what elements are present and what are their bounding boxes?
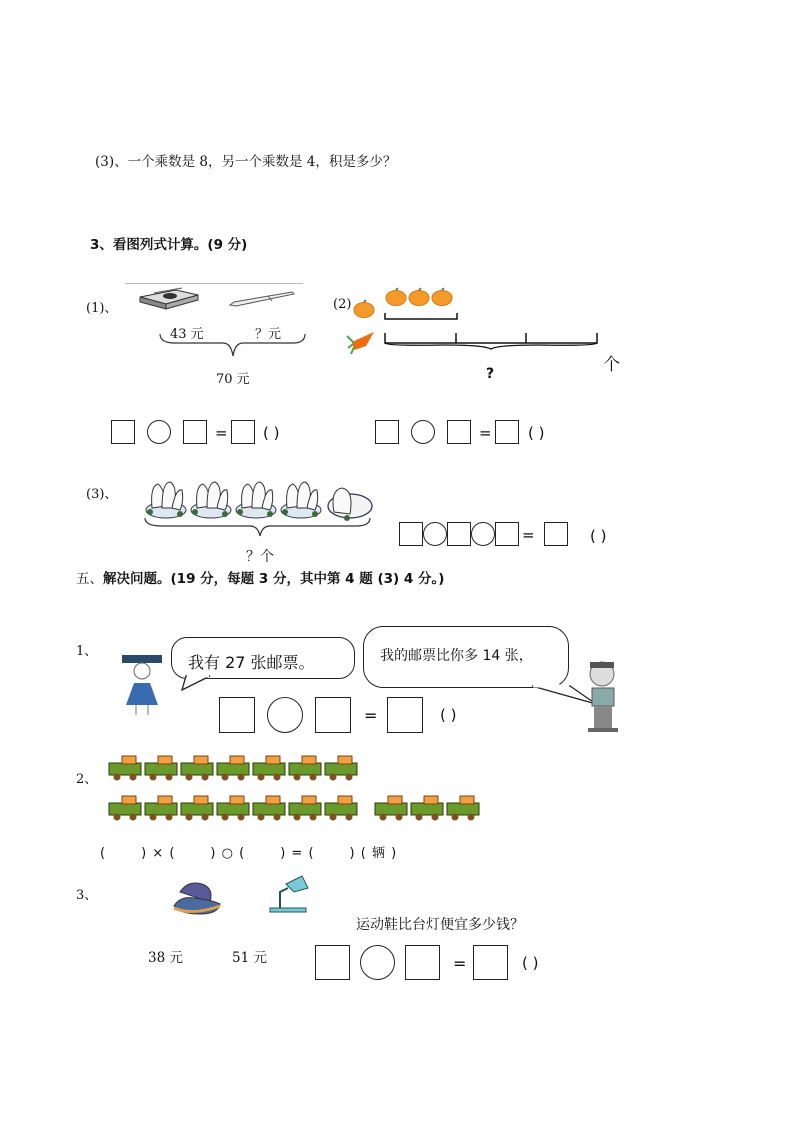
section-title: 解决问题。 [103, 571, 171, 587]
orange-icon [353, 300, 375, 322]
lamp-price: 51 元 [232, 950, 267, 966]
operator-circle[interactable] [423, 522, 447, 546]
boy-icon [580, 658, 628, 738]
q2-label: 2、 [76, 772, 98, 787]
section-number: 五、 [76, 571, 103, 587]
truck-row-1 [108, 754, 358, 786]
answer-box[interactable] [495, 522, 519, 546]
girl-icon [120, 653, 164, 723]
unit-blank[interactable]: ( ) [528, 424, 545, 442]
equals-sign: = [291, 846, 303, 861]
pen-icon [228, 290, 298, 308]
unit-blank[interactable]: ( ) [522, 954, 539, 972]
unit-label-ge: 个 [603, 355, 620, 375]
carrot-bracket [384, 333, 599, 357]
unit-blank[interactable]: ( ) [590, 527, 607, 545]
result-box[interactable] [544, 522, 568, 546]
operator-circle[interactable] [411, 420, 435, 444]
truck-row-2 [108, 794, 488, 826]
boy-speech-bubble [363, 626, 569, 688]
boy-speech-text: 我的邮票比你多 14 张， [380, 648, 533, 664]
operator-circle[interactable] [267, 697, 303, 733]
operator-circle[interactable] [471, 522, 495, 546]
blank-open[interactable]: ( [169, 846, 175, 861]
answer-box[interactable] [315, 697, 351, 733]
blank-open[interactable]: ( [100, 846, 106, 861]
sneaker-icon [172, 878, 224, 922]
orange-bracket [384, 306, 459, 325]
operator-circle[interactable] [147, 420, 171, 444]
girl-speech-text: 我有 27 张邮票。 [188, 653, 315, 672]
book-icon [136, 287, 202, 313]
q3-question: 运动鞋比台灯便宜多少钱？ [356, 917, 524, 933]
blank-close: ) [141, 846, 147, 861]
bubble-tail [180, 676, 220, 696]
equals-sign: = [453, 954, 467, 973]
section-score-note: (19 分，每题 3 分，其中第 4 题 (3) 4 分。) [170, 571, 445, 587]
q1-label: 1、 [76, 644, 98, 659]
answer-box[interactable] [111, 420, 135, 444]
blank-open[interactable]: ( [239, 846, 245, 861]
blank-close: ) [210, 846, 216, 861]
answer-box[interactable] [405, 945, 440, 980]
blank-close: ) [349, 846, 355, 861]
answer-box[interactable] [183, 420, 207, 444]
result-box[interactable] [231, 420, 255, 444]
answer-box[interactable] [399, 522, 423, 546]
blank-close: ) [280, 846, 286, 861]
q2-formula [100, 842, 396, 861]
result-box[interactable] [473, 945, 508, 980]
question-multiply: (3)、一个乘数是 8，另一个乘数是 4，积是多少？ [95, 154, 397, 170]
problem-3-label: (3)、 [86, 487, 118, 502]
unit-blank[interactable]: ( ) [440, 706, 457, 724]
blank-open[interactable]: ( [308, 846, 314, 861]
carrot-icon [344, 330, 376, 360]
section-heading-solve [76, 567, 444, 587]
unit-label-vehicles: ( 辆 ) [360, 846, 397, 861]
book-price-label: 43 元 [170, 327, 204, 342]
result-box[interactable] [387, 697, 423, 733]
answer-box[interactable] [219, 697, 255, 733]
shoe-price: 38 元 [148, 950, 183, 966]
answer-box[interactable] [375, 420, 399, 444]
equals-sign: = [364, 706, 378, 725]
section-heading-picture-calc: 3、看图列式计算。(9 分) [90, 237, 248, 253]
divider-line [125, 283, 303, 284]
pen-price-label: ？元 [255, 327, 282, 342]
equals-sign: = [522, 526, 535, 544]
operator-circle[interactable] [360, 945, 395, 980]
operator-circle[interactable]: ○ [221, 846, 233, 861]
desk-lamp-icon [266, 874, 312, 920]
brace-total [144, 518, 374, 542]
equals-sign: = [215, 424, 228, 442]
total-price-label: 70 元 [216, 372, 250, 387]
result-box[interactable] [495, 420, 519, 444]
unit-blank[interactable]: ( ) [263, 424, 280, 442]
question-mark: ? [486, 366, 495, 382]
q3-label: 3、 [76, 888, 98, 903]
equals-sign: = [479, 424, 492, 442]
answer-box[interactable] [315, 945, 350, 980]
answer-box[interactable] [447, 522, 471, 546]
problem-1-label: (1)、 [86, 301, 118, 316]
times-sign: × [152, 846, 164, 861]
total-count-label: ？个 [246, 549, 274, 565]
problem-2-label: (2) [333, 297, 352, 312]
answer-box[interactable] [447, 420, 471, 444]
girl-speech-bubble [171, 637, 355, 679]
